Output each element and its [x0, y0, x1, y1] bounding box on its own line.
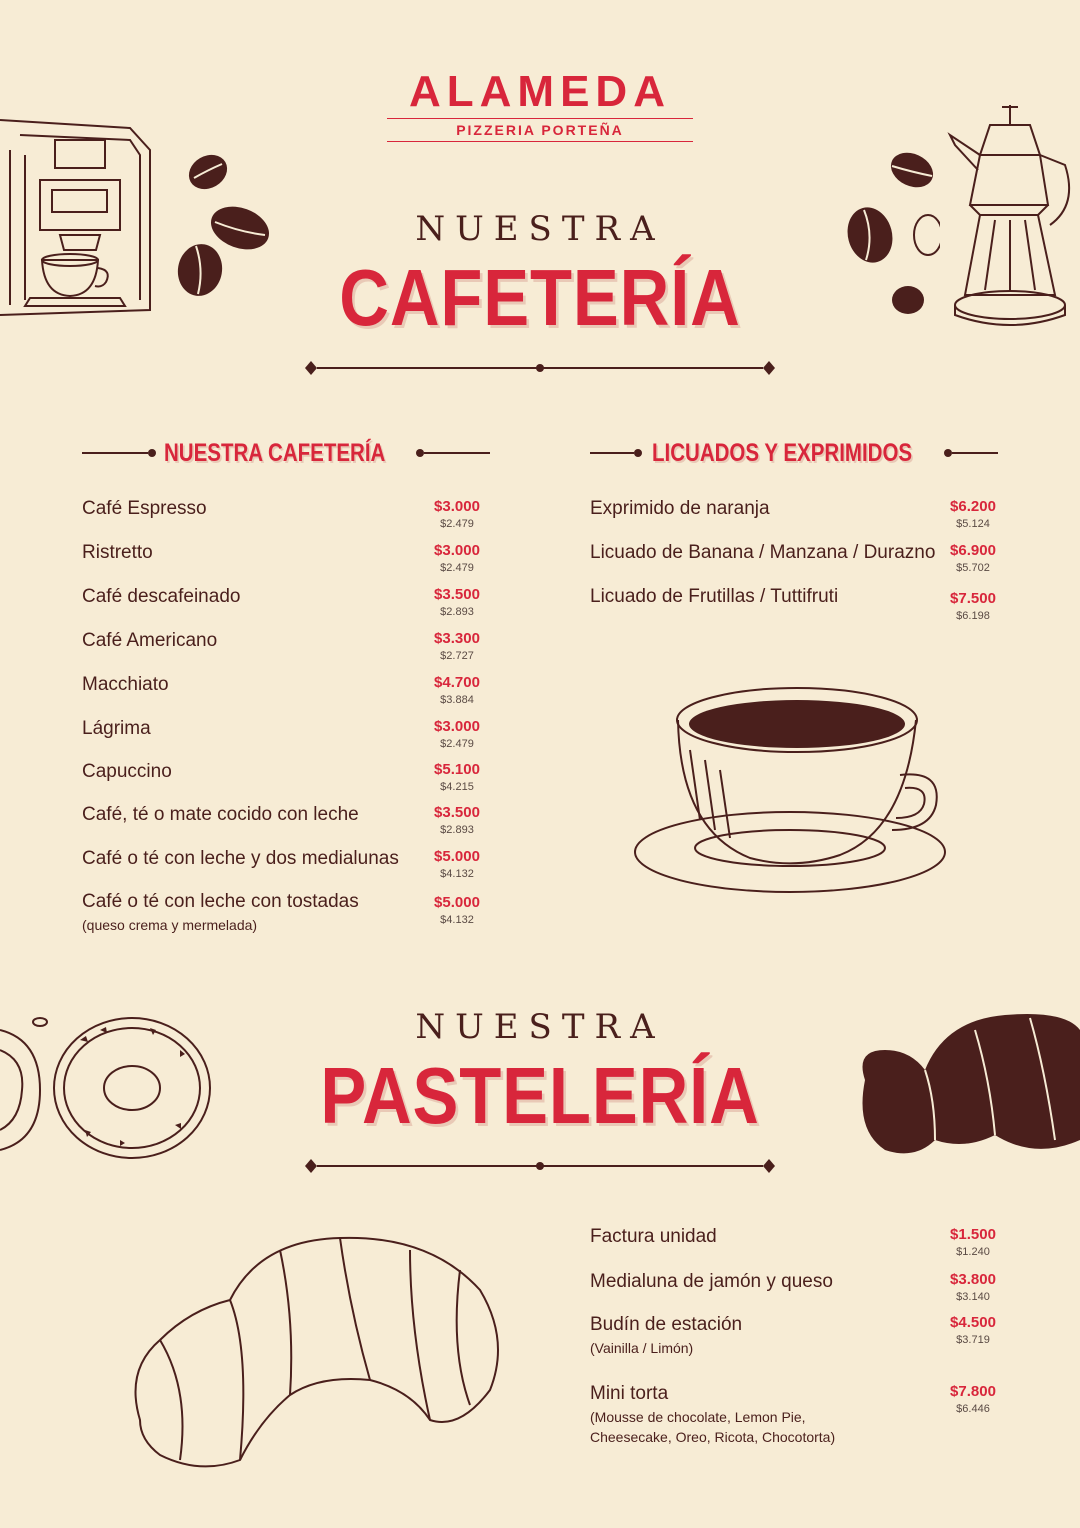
item-price: $4.500 — [950, 1314, 996, 1331]
item-price-alt: $5.702 — [956, 562, 990, 574]
item-price-alt: $3.719 — [956, 1334, 990, 1346]
menu-item — [82, 718, 492, 750]
menu-item — [82, 804, 492, 836]
item-price: $3.500 — [434, 804, 480, 821]
menu-item — [590, 1383, 1008, 1447]
item-price: $7.500 — [950, 590, 996, 607]
item-name: Macchiato — [82, 674, 169, 695]
item-name: Capuccino — [82, 761, 172, 782]
item-price-alt: $3.140 — [956, 1291, 990, 1303]
item-note: (Mousse de chocolate, Lemon Pie, Cheesecake, Oreo, Ricota, Chocotorta) — [590, 1409, 836, 1445]
item-price-alt: $2.893 — [440, 606, 474, 618]
coffee-heading-label: NUESTRA CAFETERÍA — [164, 439, 386, 467]
item-price: $7.800 — [950, 1383, 996, 1400]
heading-line — [82, 452, 148, 454]
item-price: $3.000 — [434, 498, 480, 515]
menu-item — [82, 586, 492, 618]
item-name: Budín de estación — [590, 1314, 743, 1335]
item-name: Lágrima — [82, 718, 151, 739]
item-price-alt: $6.198 — [956, 610, 990, 622]
item-price-alt: $2.479 — [440, 562, 474, 574]
menu-item — [82, 674, 492, 706]
item-price: $3.000 — [434, 542, 480, 559]
item-note: (queso crema y mermelada) — [82, 917, 258, 933]
item-price: $1.500 — [950, 1226, 996, 1243]
item-price: $6.900 — [950, 542, 996, 559]
item-name: Exprimido de naranja — [590, 498, 770, 519]
section-divider — [305, 1159, 775, 1173]
heading-dot — [148, 449, 156, 457]
item-name: Café o té con leche y dos medialunas — [82, 848, 399, 869]
croissant-icon — [120, 1230, 510, 1480]
item-price-alt: $2.893 — [440, 824, 474, 836]
menu-item — [590, 1271, 1008, 1303]
item-price-alt: $2.479 — [440, 518, 474, 530]
menu-item — [590, 498, 1008, 530]
brand-logo — [0, 67, 1080, 142]
heading-line — [424, 452, 490, 454]
heading-line — [952, 452, 998, 454]
menu-item — [82, 761, 492, 793]
item-price: $5.100 — [434, 761, 480, 778]
item-note: (Vainilla / Limón) — [590, 1340, 694, 1356]
brand-subtitle: PIZZERIA PORTEÑA — [456, 122, 624, 138]
item-price: $4.700 — [434, 674, 480, 691]
menu-item — [590, 542, 1008, 574]
menu-item — [590, 1314, 1008, 1358]
item-name: Café, té o mate cocido con leche — [82, 804, 359, 825]
menu-item — [82, 542, 492, 574]
cafeteria-kicker: NUESTRA — [415, 209, 665, 249]
heading-dot — [944, 449, 952, 457]
item-price-alt: $1.240 — [956, 1246, 990, 1258]
section-divider — [305, 361, 775, 375]
item-name: Ristretto — [82, 542, 153, 563]
juices-heading — [590, 441, 998, 465]
item-name: Mini torta — [590, 1383, 669, 1404]
item-name: Café o té con leche con tostadas — [82, 891, 359, 912]
menu-item — [82, 848, 492, 880]
item-price-alt: $6.446 — [956, 1403, 990, 1415]
coffee-heading — [82, 441, 490, 465]
item-price-alt: $4.132 — [440, 868, 474, 880]
item-name: Medialuna de jamón y queso — [590, 1271, 833, 1292]
item-name: Factura unidad — [590, 1226, 717, 1247]
item-price-alt: $3.884 — [440, 694, 474, 706]
brand-name: ALAMEDA — [409, 67, 671, 116]
cafeteria-title: CAFETERÍA — [339, 253, 741, 342]
item-name: Café Espresso — [82, 498, 207, 519]
menu-item — [82, 891, 492, 935]
menu-item — [82, 630, 492, 662]
item-price: $3.500 — [434, 586, 480, 603]
item-name: Café descafeinado — [82, 586, 241, 607]
item-price: $5.000 — [434, 894, 480, 911]
item-price: $3.800 — [950, 1271, 996, 1288]
pasteleria-kicker: NUESTRA — [415, 1007, 665, 1047]
pasteleria-title: PASTELERÍA — [320, 1051, 760, 1140]
menu-item — [590, 1226, 1008, 1258]
item-name: Licuado de Frutillas / Tuttifruti — [590, 586, 839, 607]
menu-item — [590, 586, 1008, 622]
brand-rule — [387, 118, 693, 119]
heading-dot — [634, 449, 642, 457]
item-name: Café Americano — [82, 630, 218, 651]
item-price-alt: $2.479 — [440, 738, 474, 750]
coffee-cup-icon — [630, 680, 950, 912]
item-name: Licuado de Banana / Manzana / Durazno — [590, 542, 936, 563]
pasteleria-header — [0, 1007, 1080, 1140]
menu-item — [82, 498, 492, 530]
item-price: $6.200 — [950, 498, 996, 515]
item-price: $3.000 — [434, 718, 480, 735]
item-price-alt: $4.215 — [440, 781, 474, 793]
brand-rule — [387, 141, 693, 142]
item-price-alt: $2.727 — [440, 650, 474, 662]
item-price: $3.300 — [434, 630, 480, 647]
heading-dot — [416, 449, 424, 457]
item-price-alt: $5.124 — [956, 518, 990, 530]
juices-heading-label: LICUADOS Y EXPRIMIDOS — [652, 439, 913, 467]
cafeteria-header — [0, 209, 1080, 342]
heading-line — [590, 452, 634, 454]
item-price: $5.000 — [434, 848, 480, 865]
item-price-alt: $4.132 — [440, 914, 474, 926]
